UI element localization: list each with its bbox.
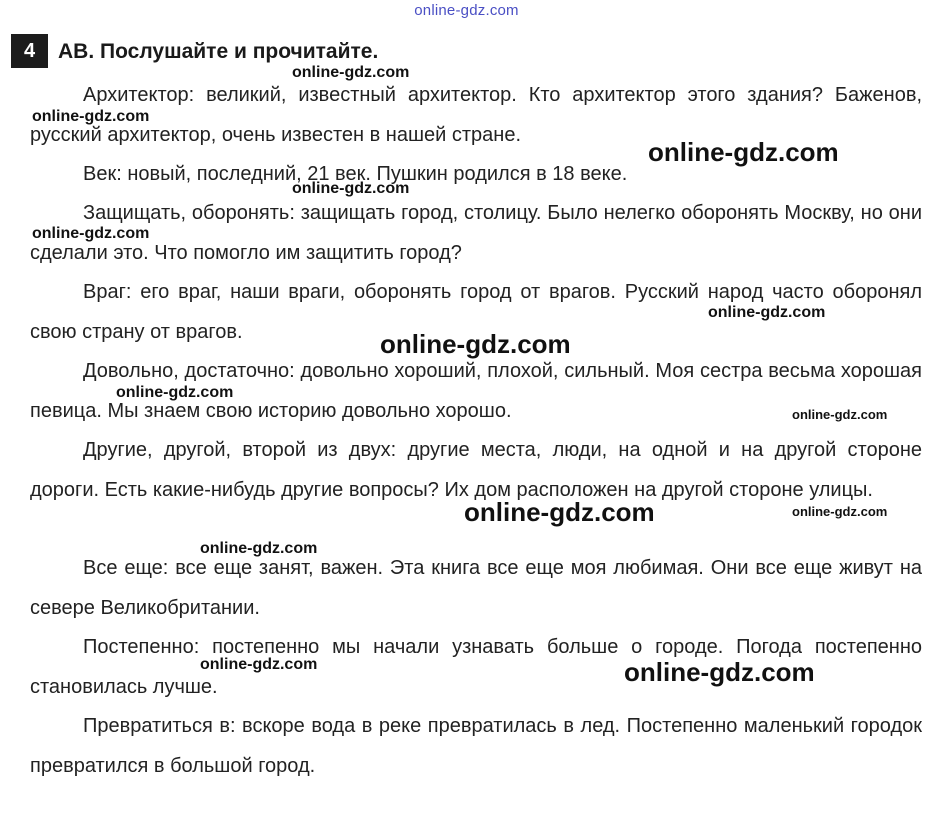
watermark: online-gdz.com xyxy=(792,504,888,519)
site-header[interactable]: online-gdz.com xyxy=(414,2,519,19)
watermark: online-gdz.com xyxy=(292,180,410,197)
watermark: online-gdz.com xyxy=(708,304,826,321)
watermark: online-gdz.com xyxy=(380,329,571,359)
watermark: online-gdz.com xyxy=(792,407,888,422)
exercise-number-badge: 4 xyxy=(11,34,48,68)
watermark: online-gdz.com xyxy=(32,108,150,125)
watermark: online-gdz.com xyxy=(624,657,815,687)
paragraph-still: Все еще: все еще занят, важен. Эта книга все еще моя любимая. Они все еще живут на севере Великобритании. xyxy=(30,557,922,619)
watermark: online-gdz.com xyxy=(648,137,839,167)
watermark: online-gdz.com xyxy=(32,225,150,242)
paragraph-gradually: Постепенно: постепенно мы начали узнавать больше о городе. Погода постепенно становилась лучше. xyxy=(30,636,922,698)
paragraph-century: Век: новый, последний, 21 век. Пушкин родился в 18 веке. xyxy=(83,163,628,185)
watermark: online-gdz.com xyxy=(116,384,234,401)
paragraph-turn-into: Превратиться в: вскоре вода в реке превратилась в лед. Постепенно маленький городок превратился в большой город. xyxy=(30,715,922,777)
paragraph-other: Другие, другой, второй из двух: другие места, люди, на одной и на другой стороне дороги. Есть какие-нибудь другие вопросы? Их дом расположен на другой стороне улицы. xyxy=(30,439,922,501)
paragraph-enemy: Враг: его враг, наши враги, оборонять город от врагов. Русский народ часто оборонял свою страну от врагов. xyxy=(30,281,922,343)
watermark: online-gdz.com xyxy=(464,497,655,527)
watermark: online-gdz.com xyxy=(200,656,318,673)
watermark: online-gdz.com xyxy=(292,64,410,81)
paragraph-architect: Архитектор: великий, известный архитектор. Кто архитектор этого здания? Баженов, русский архитектор, очень известен в нашей стране. xyxy=(30,84,922,146)
paragraph-quite: Довольно, достаточно: довольно хороший, плохой, сильный. Моя сестра весьма хорошая певица. Мы знаем свою историю довольно хорошо. xyxy=(30,360,922,422)
exercise-title: AB. Послушайте и прочитайте. xyxy=(58,40,379,63)
watermark: online-gdz.com xyxy=(200,540,318,557)
paragraph-defend: Защищать, оборонять: защищать город, столицу. Было нелегко оборонять Москву, но они сделали это. Что помогло им защитить город? xyxy=(30,202,922,264)
